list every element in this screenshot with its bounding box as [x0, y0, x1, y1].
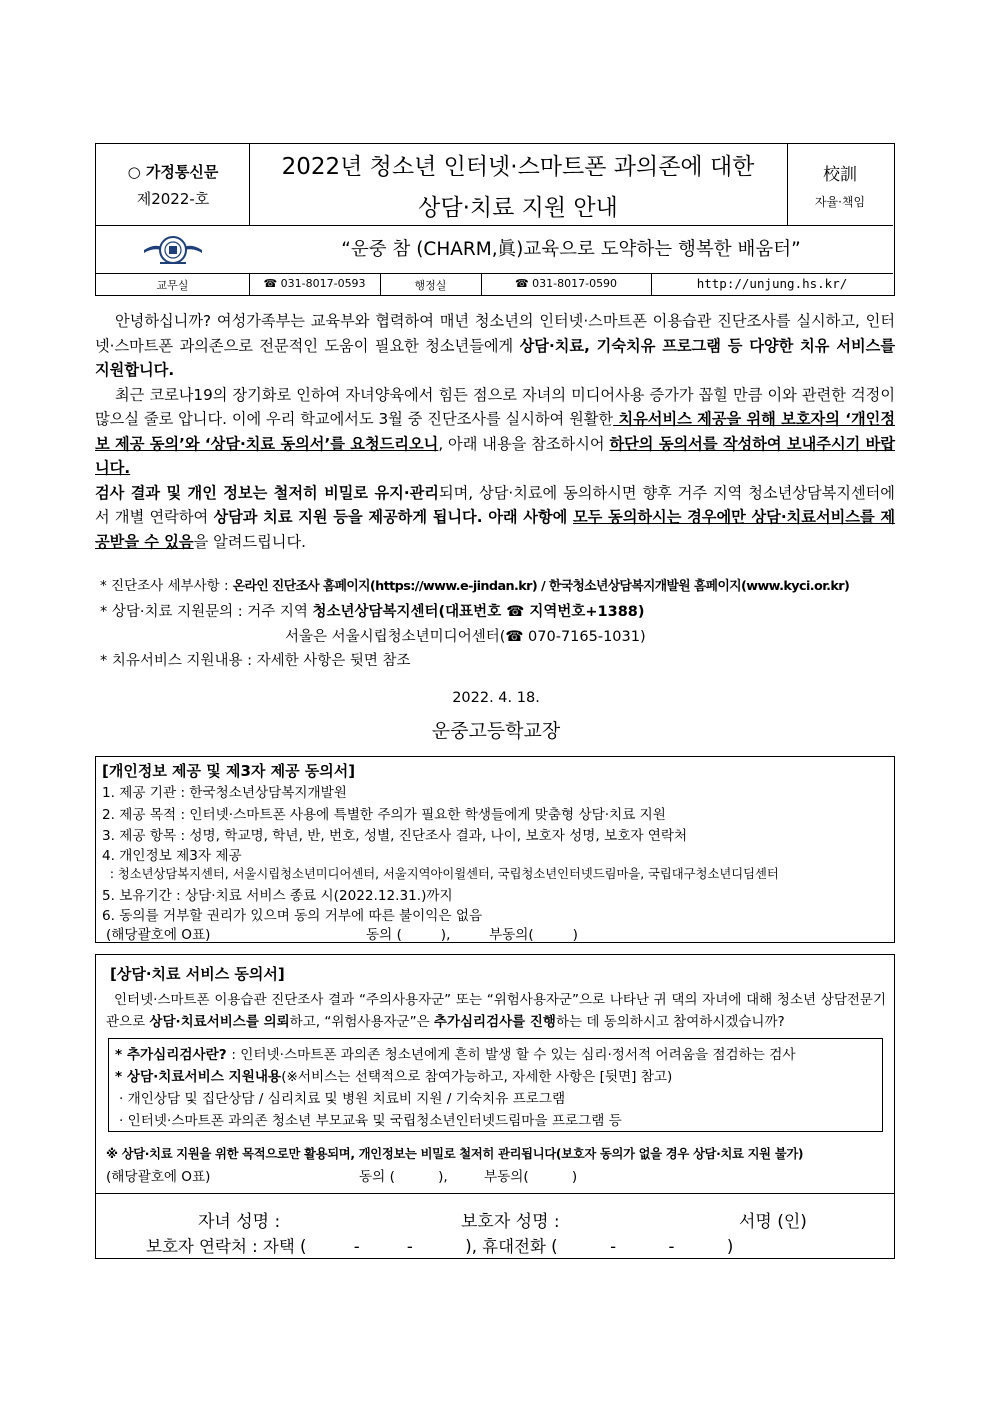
privacy-item: 5. 보유기간 : 상담·치료 서비스 종료 시(2022.12.31.)까지 [102, 888, 453, 904]
principal-name: 운중고등학교장 [431, 720, 561, 742]
privacy-item: 4. 개인정보 제3자 제공 [102, 848, 242, 864]
counseling-info-box [108, 1038, 883, 1132]
note-inquiry-label: * 상담·치료 지원문의 : 거주 지역 [100, 604, 313, 620]
motto-label: 校訓 [823, 165, 857, 185]
privacy-item: : 청소년상담복지센터, 서울시립청소년미디어센터, 서울지역아이윌센터, 국립청소년인터넷드림마을, 국립대구청소년디딤센터 [102, 867, 779, 881]
intro-p1-text: 안녕하십니까? 여성가족부는 교육부와 협력하여 매년 청소년의 인터넷·스마트폰 이용습관 진단조사를 실시하고, 인터넷·스마트폰 과의존으로 전문적인 도움이 필요한 청소년들에게 [95, 312, 895, 355]
service-content-line [115, 1065, 672, 1085]
counseling-question [106, 989, 886, 1033]
counseling-agree-field[interactable]: 동의 ( ), [359, 1169, 448, 1185]
privacy-item: 1. 제공 기관 : 한국청소년상담복지개발원 [102, 785, 347, 801]
document-title: 2022년 청소년 인터넷·스마트폰 과의존에 대한 [281, 154, 755, 180]
privacy-mark-hint: (해당괄호에 O표) [106, 927, 211, 943]
privacy-item: 3. 제공 항목 : 성명, 학교명, 학년, 반, 번호, 성별, 진단조사 결과, 나이, 보호자 성명, 보호자 연락처 [102, 828, 688, 844]
counseling-question-mid: 하고, “위험사용자군”은 [289, 1014, 434, 1030]
counseling-question-bold2: 추가심리검사를 진행 [433, 1014, 556, 1030]
notice-number: 제2022-호 [136, 190, 210, 208]
school-logo [138, 232, 208, 268]
counseling-question-end: 하는 데 동의하시고 참여하시겠습니까? [555, 1014, 785, 1030]
note-inquiry [100, 600, 645, 621]
office-teachers-phone: ☎ 031-8017-0593 [263, 277, 366, 290]
school-slogan: “운중 참 (CHARM,眞)교육으로 도약하는 행복한 배움터” [341, 239, 801, 260]
guardian-name-field[interactable]: 보호자 성명 : [461, 1212, 560, 1232]
motto-value: 자율·책임 [814, 195, 866, 209]
child-name-field[interactable]: 자녀 성명 : [198, 1212, 281, 1232]
intro-p3-privacy: 검사 결과 및 개인 정보는 철저히 비밀로 유지·관리 [95, 483, 439, 502]
intro-p3-end: 을 알려드립니다. [193, 532, 306, 551]
counseling-consent-box [95, 954, 895, 1259]
privacy-notice: ※ 상담·치료 지원을 위한 목적으로만 활용되며, 개인정보는 비밀로 철저히 관리됩니다(보호자 동의가 없을 경우 상담·치료 지원 불가) [106, 1147, 804, 1161]
service-item: · 개인상담 및 집단상담 / 심리치료 및 병원 치료비 지원 / 기숙치유 프로그램 [119, 1091, 566, 1107]
intro-p3-support: 상담과 치료 지원 등을 제공하게 됩니다. 아래 사항에 [213, 508, 573, 526]
guardian-contact-field[interactable]: 보호자 연락처 : 자택 ( - - ), 휴대전화 ( - - ) [146, 1237, 734, 1256]
intro-p3-text: 되며, 상담·치료에 동의하시면 향후 거주 지역 청소년상담복지센터에서 개별 연락하여 [95, 483, 895, 526]
office-admin-label: 행정실 [414, 279, 447, 292]
counseling-consent-title: [상담·치료 서비스 동의서] [110, 965, 285, 983]
privacy-agree-field[interactable]: 동의 ( ), [366, 927, 451, 943]
service-content-desc: (※서비스는 선택적으로 참여가능하고, 자세한 사항은 [뒷면] 참고) [281, 1069, 673, 1085]
extra-test-label: * 추가심리검사란? [115, 1047, 232, 1063]
office-admin-phone: ☎ 031-8017-0590 [514, 277, 618, 290]
note-inquiry-value: 청소년상담복지센터(대표번호 ☎ 지역번호+1388) [312, 604, 645, 620]
note-diagnosis [100, 574, 849, 594]
intro-p2-text: 최근 코로나19의 장기화로 인하여 자녀양육에서 힘든 점으로 자녀의 미디어사용 증가가 꼽힐 만큼 이와 관련한 걱정이 많으실 줄로 압니다. 이에 우리 학교에서도 3월 중 진단조사를 실시하여 원활한 [95, 385, 895, 428]
intro-p3-condition: 모두 동의하시는 경우에만 상담·치료서비스를 제공받을 수 있음 [95, 508, 896, 551]
intro-p2-mid: , 아래 내용을 참조하시어 [438, 434, 610, 453]
signature-field[interactable]: 서명 (인) [739, 1212, 807, 1232]
notice-type: ○ 가정통신문 [127, 163, 219, 181]
note-diagnosis-value: 온라인 진단조사 홈페이지(https://www.e-jindan.kr) / 한국청소년상담복지개발원 홈페이지(www.kyci.or.kr) [232, 579, 850, 594]
counseling-mark-hint: (해당괄호에 O표) [106, 1169, 211, 1185]
note-service: * 치유서비스 지원내용 : 자세한 사항은 뒷면 참조 [100, 653, 411, 669]
intro-text [95, 309, 895, 554]
privacy-consent-title: [개인정보 제공 및 제3자 제공 동의서] [102, 762, 356, 780]
header-table [95, 143, 895, 296]
counseling-disagree-field[interactable]: 부동의( ) [484, 1169, 578, 1185]
privacy-item: 2. 제공 목적 : 인터넷·스마트폰 사용에 특별한 주의가 필요한 학생들에게 맞춤형 상담·치료 지원 [102, 807, 666, 823]
service-item: · 인터넷·스마트폰 과의존 청소년 부모교육 및 국립청소년인터넷드림마을 프로그램 등 [119, 1113, 622, 1129]
note-diagnosis-label: * 진단조사 세부사항 : [100, 578, 233, 594]
document-subtitle: 상담·치료 지원 안내 [418, 195, 618, 221]
privacy-disagree-field[interactable]: 부동의( ) [489, 927, 578, 943]
service-content-label: * 상담·치료서비스 지원내용 [115, 1069, 282, 1085]
extra-test-desc: : 인터넷·스마트폰 과의존 청소년에게 흔히 발생 할 수 있는 심리·정서적 어려움을 점검하는 검사 [231, 1047, 796, 1063]
counseling-question-bold1: 상담·치료서비스를 의뢰 [149, 1014, 290, 1030]
office-teachers-label: 교무실 [156, 279, 189, 292]
counseling-question-text: 인터넷·스마트폰 이용습관 진단조사 결과 “주의사용자군” 또는 “위험사용자군”으로 나타난 귀 댁의 자녀에 대해 청소년 상담전문기관으로 [106, 992, 886, 1030]
issue-date: 2022. 4. 18. [452, 690, 540, 706]
privacy-consent-box [95, 756, 895, 943]
extra-test-line [115, 1043, 795, 1063]
homepage-url: http://unjung.hs.kr/ [696, 276, 848, 291]
intro-p2-request: 치유서비스 제공을 위해 보호자의 ‘개인정보 제공 동의’와 ‘상담·치료 동의서’를 요청드리오니 [95, 410, 895, 453]
privacy-item: 6. 동의를 거부할 권리가 있으며 동의 거부에 따른 불이익은 없음 [102, 908, 483, 924]
intro-p1-bold: 상담·치료, 기숙치유 프로그램 등 다양한 치유 서비스를 지원합니다. [95, 336, 895, 379]
intro-p2-instruction: 하단의 동의서를 작성하여 보내주시기 바랍니다. [95, 434, 895, 477]
note-seoul: 서울은 서울시립청소년미디어센터(☎ 070-7165-1031) [285, 629, 646, 645]
